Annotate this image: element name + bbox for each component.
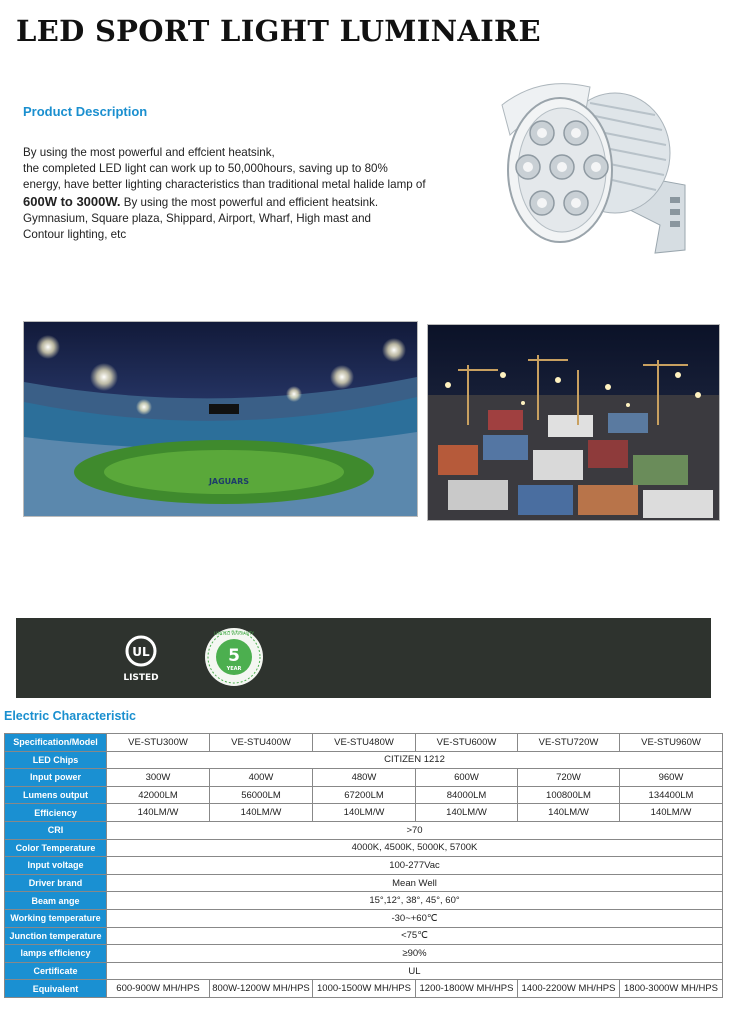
table-cell: 84000LM [416, 786, 518, 804]
warranty-ring-text: LIMITED WARRANTY [214, 631, 254, 636]
table-cell: VE-STU300W [107, 734, 210, 752]
table-row [5, 945, 723, 963]
table-cell: VE-STU960W [620, 734, 723, 752]
table-cell: 42000LM [107, 786, 210, 804]
table-cell: 100-277Vac [107, 857, 723, 875]
table-cell: 134400LM [620, 786, 723, 804]
table-cell: 4000K, 4500K, 5000K, 5700K [107, 839, 723, 857]
table-cell: <75℃ [107, 927, 723, 945]
table-cell: 800W-1200W MH/HPS [210, 980, 313, 998]
table-cell: CITIZEN 1212 [107, 751, 723, 769]
table-row [5, 751, 723, 769]
electric-characteristic-heading: Electric Characteristic [4, 709, 137, 723]
table-row [5, 980, 723, 998]
row-label: Driver brand [5, 874, 107, 892]
row-label: Certificate [5, 962, 107, 980]
table-cell: VE-STU720W [518, 734, 620, 752]
table-row [5, 927, 723, 945]
table-cell: VE-STU600W [416, 734, 518, 752]
table-cell: 1000-1500W MH/HPS [313, 980, 416, 998]
table-row [5, 839, 723, 857]
product-description-text [23, 145, 493, 243]
table-cell: 1200-1800W MH/HPS [416, 980, 518, 998]
table-row [5, 769, 723, 787]
listed-text: LISTED [123, 673, 159, 683]
table-cell: 1400-2200W MH/HPS [518, 980, 620, 998]
row-label: CRI [5, 821, 107, 839]
table-cell: 67200LM [313, 786, 416, 804]
row-label: Working temperature [5, 909, 107, 927]
table-cell: 720W [518, 769, 620, 787]
table-cell: VE-STU480W [313, 734, 416, 752]
spec-table [4, 733, 723, 998]
ul-text: UL [132, 645, 150, 659]
port-photo [427, 324, 720, 521]
description-line: energy, have better lighting characteristics than traditional metal halide lamp of [23, 178, 426, 192]
power-range-text: 600W to 3000W. [23, 193, 121, 209]
row-label: Input voltage [5, 857, 107, 875]
table-cell: 480W [313, 769, 416, 787]
description-line: Contour lighting, etc [23, 228, 127, 242]
table-cell: UL [107, 962, 723, 980]
table-cell: 140LM/W [313, 804, 416, 822]
table-cell: ≥90% [107, 945, 723, 963]
warranty-number: 5 [228, 646, 240, 666]
table-cell: -30~+60℃ [107, 909, 723, 927]
table-row [5, 821, 723, 839]
table-row [5, 962, 723, 980]
table-cell: Mean Well [107, 874, 723, 892]
luminaire-product-image [480, 75, 728, 265]
warranty-year: YEAR [226, 666, 242, 672]
row-label: Equivalent [5, 980, 107, 998]
description-line: the completed LED light can work up to 50,000hours, saving up to 80% [23, 162, 388, 176]
table-row [5, 857, 723, 875]
table-row [5, 874, 723, 892]
page-title: LED SPORT LIGHT LUMINAIRE [16, 14, 541, 48]
product-description-heading: Product Description [23, 104, 148, 119]
table-cell: 600W [416, 769, 518, 787]
table-cell: 400W [210, 769, 313, 787]
warranty-badge [203, 626, 265, 688]
certification-bar [16, 618, 711, 698]
table-cell: 960W [620, 769, 723, 787]
description-line: Gymnasium, Square plaza, Shippard, Airport, Wharf, High mast and [23, 211, 371, 225]
description-line [23, 194, 493, 211]
table-cell: 140LM/W [416, 804, 518, 822]
table-cell: VE-STU400W [210, 734, 313, 752]
field-logo-text: JAGUARS [208, 477, 250, 486]
table-cell: 100800LM [518, 786, 620, 804]
table-cell: >70 [107, 821, 723, 839]
table-cell: 140LM/W [210, 804, 313, 822]
row-label: Junction temperature [5, 927, 107, 945]
table-cell: 15°,12°, 38°, 45°, 60° [107, 892, 723, 910]
row-label: lamps efficiency [5, 945, 107, 963]
table-row [5, 804, 723, 822]
ul-listed-logo [119, 634, 163, 684]
table-row [5, 734, 723, 752]
table-cell: 600-900W MH/HPS [107, 980, 210, 998]
table-cell: 1800-3000W MH/HPS [620, 980, 723, 998]
table-cell: 140LM/W [620, 804, 723, 822]
table-row [5, 786, 723, 804]
row-label: Lumens output [5, 786, 107, 804]
table-cell: 140LM/W [107, 804, 210, 822]
table-cell: 300W [107, 769, 210, 787]
table-cell: 56000LM [210, 786, 313, 804]
description-line-rest: By using the most powerful and efficient heatsink. [120, 195, 379, 209]
row-label: Beam ange [5, 892, 107, 910]
row-label: Input power [5, 769, 107, 787]
row-label: LED Chips [5, 751, 107, 769]
description-line: By using the most powerful and effcient heatsink, [23, 146, 275, 159]
table-cell: 140LM/W [518, 804, 620, 822]
row-label: Color Temperature [5, 839, 107, 857]
stadium-photo [23, 321, 418, 517]
row-label: Efficiency [5, 804, 107, 822]
table-row [5, 909, 723, 927]
table-row [5, 892, 723, 910]
row-label: Specification/Model [5, 734, 107, 752]
